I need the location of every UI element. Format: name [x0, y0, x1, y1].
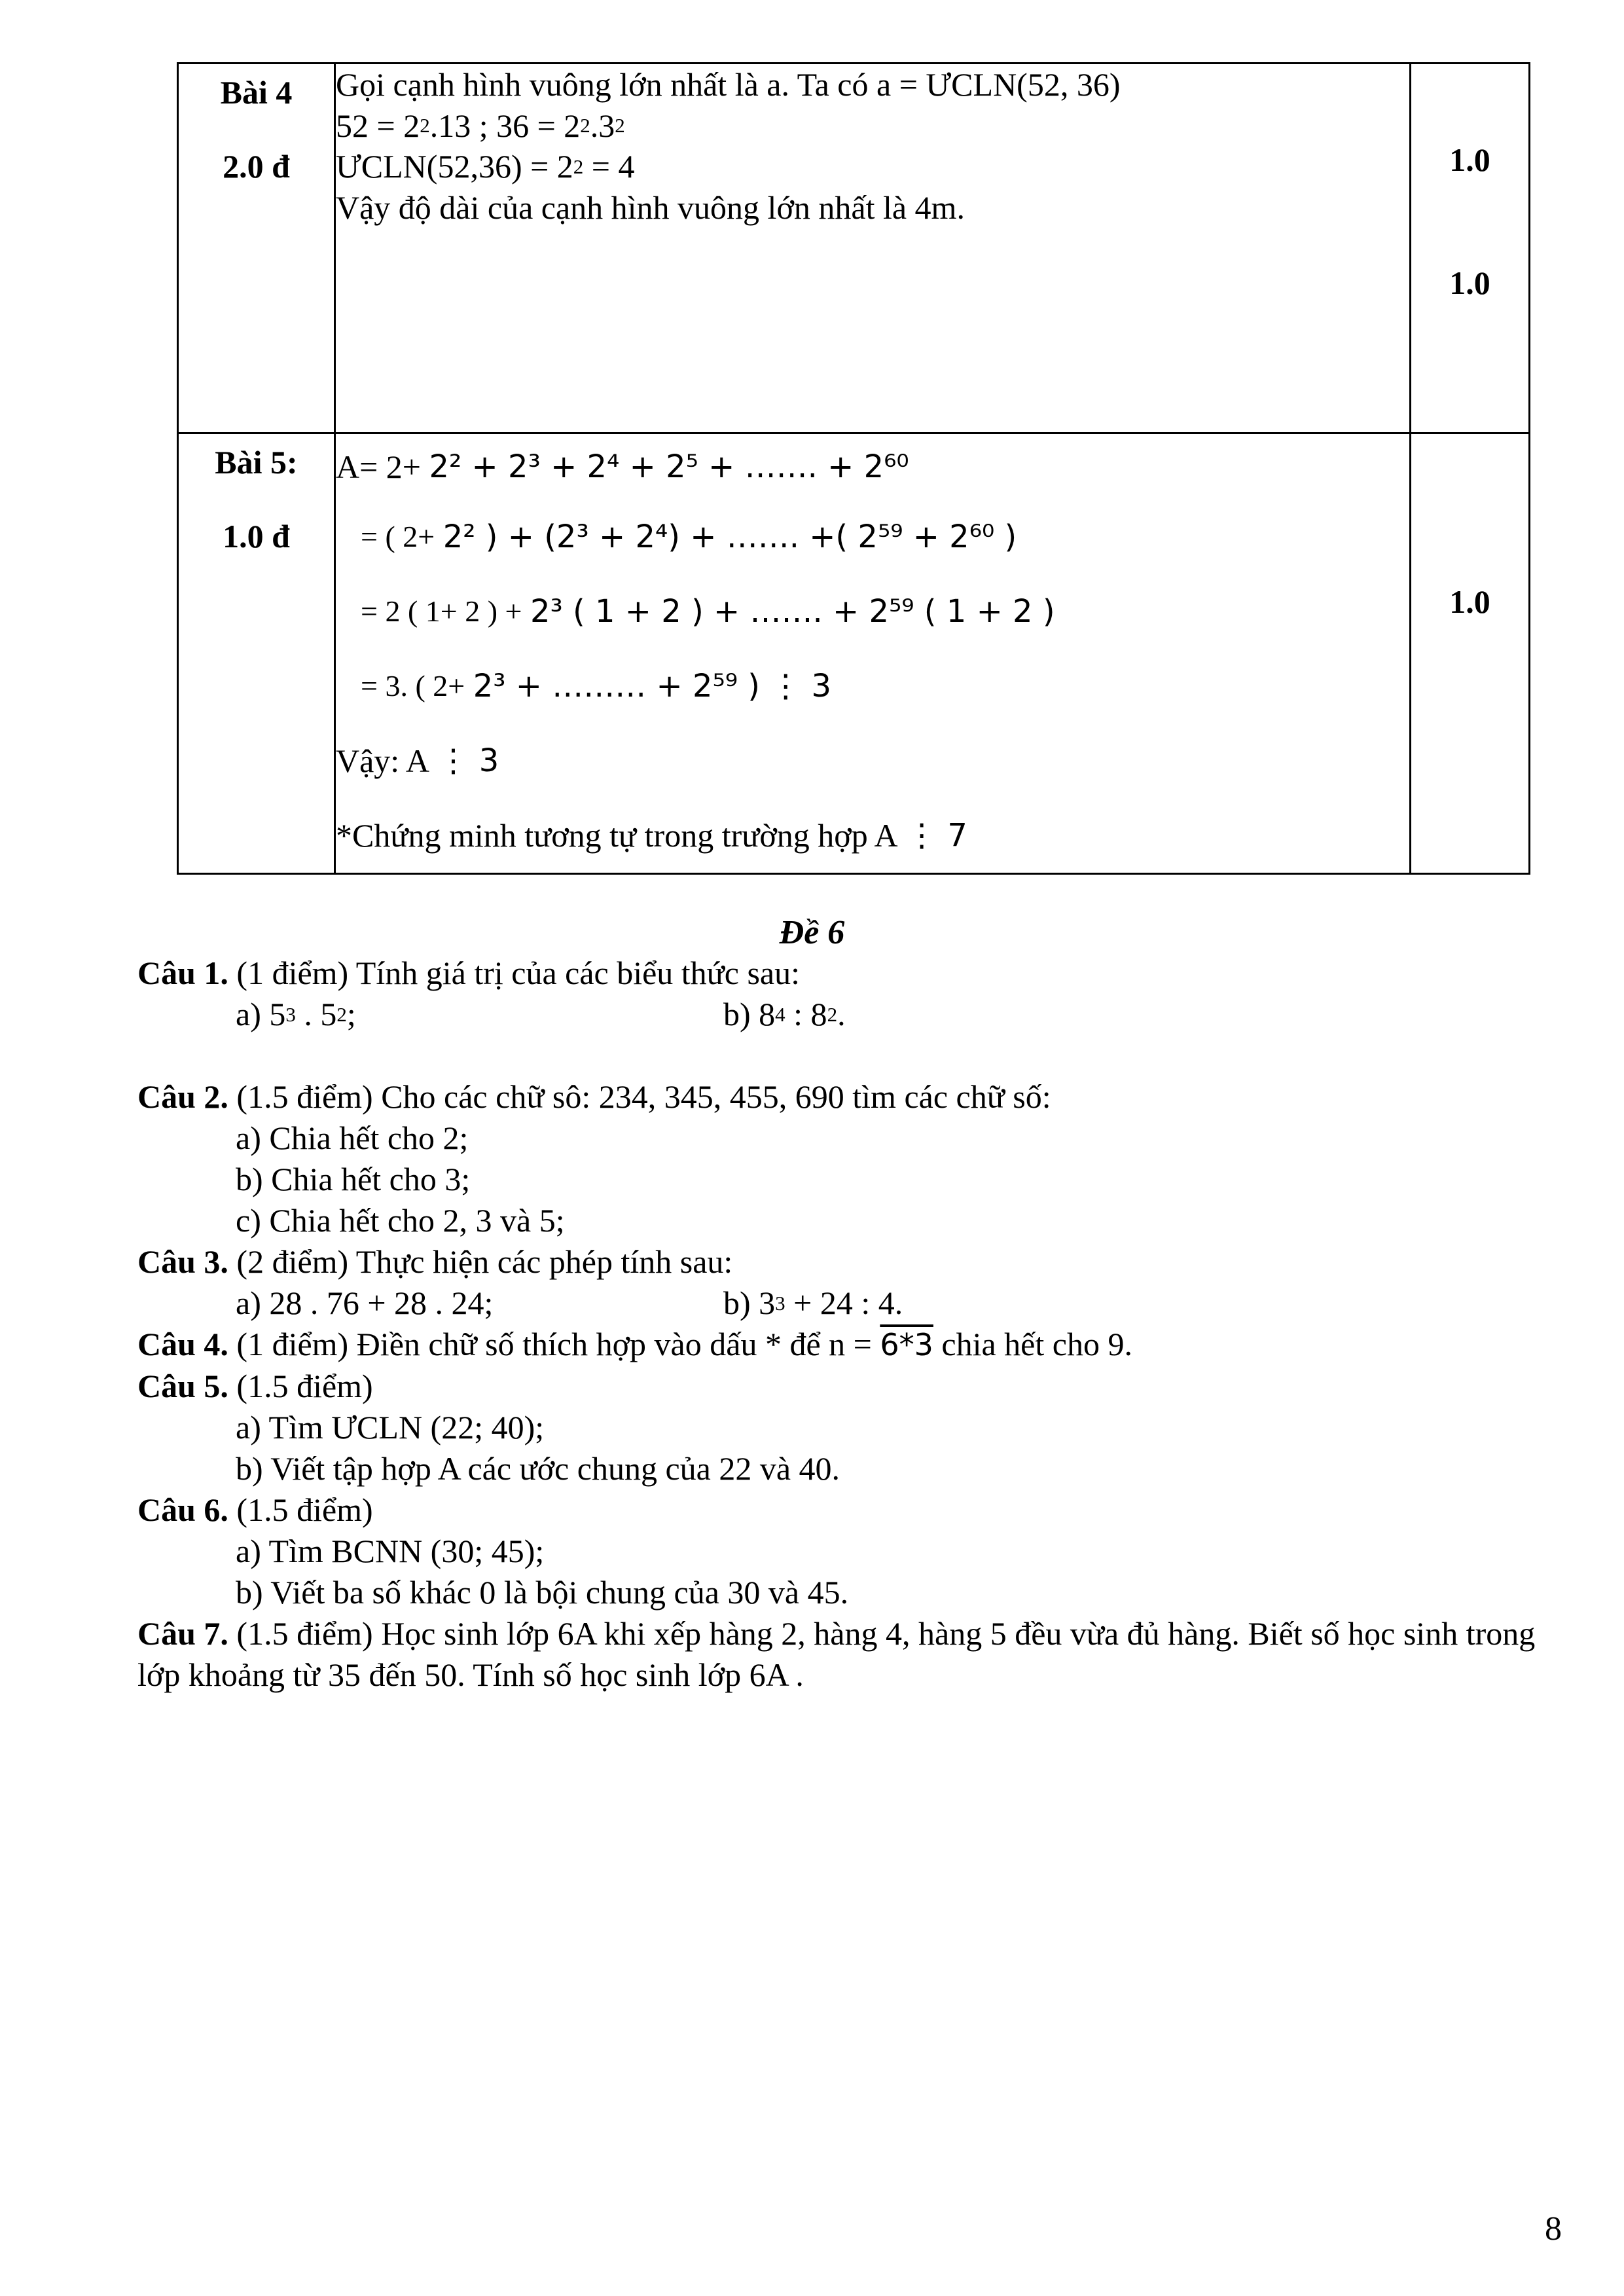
question-3-parts: a) 28 . 76 + 28 . 24; b) $3^3 + 24$ : 4. [236, 1285, 903, 1321]
bai4-label-cell [178, 64, 335, 433]
table-row [178, 433, 1530, 874]
bai4-score: 1.0 [1449, 141, 1490, 178]
bai4-line: ƯCLN(52,36) = $2^2 = 4$ [336, 148, 635, 185]
question-1: Câu 1. (1 điểm) Tính giá trị của các biểu thức sau: [137, 955, 801, 991]
question-7: Câu 7. (1.5 điểm) Học sinh lớp 6A khi xếp hàng 2, hàng 4, hàng 5 đều vừa đủ hàng. Biết số học sinh trong lớp khoảng từ 35 đến 50. Tính số học sinh lớp 6A . [137, 1615, 1536, 1693]
question-6: Câu 6. (1.5 điểm) [137, 1491, 373, 1528]
bai4-score-cell [1411, 64, 1530, 433]
question-1-parts: a) $5^3$ . $5^2$; b) $8^4$ : $8^2$. [236, 996, 846, 1032]
bai5-points: 1.0 đ [223, 517, 290, 555]
answer-table [177, 62, 1530, 875]
bai5-label-cell [178, 433, 335, 874]
question-5-part: b) Viết tập hợp A các ước chung của 22 và 40. [236, 1450, 840, 1487]
bai4-line: $52 = 2^2.13$ ; $36 = 2^2.3^2$ [336, 107, 625, 144]
bai4-solution [335, 64, 1411, 433]
question-4: Câu 4. (1 điểm) Điền chữ số thích hợp vào dấu * để n = 6*3 chia hết cho 9. [137, 1326, 1132, 1362]
question-list [137, 953, 1545, 1696]
bai5-score: 1.0 [1449, 583, 1490, 620]
bai5-line: = 2 ( 1+ 2 ) + 2³ ( 1 + 2 ) + ……. + 2⁵⁹ ( 1 + 2 ) [361, 593, 1055, 630]
question-2-part: c) Chia hết cho 2, 3 và 5; [236, 1202, 565, 1239]
question-3: Câu 3. (2 điểm) Thực hiện các phép tính sau: [137, 1243, 733, 1280]
bai4-label: Bài 4 [220, 74, 293, 111]
bai5-label: Bài 5: [215, 444, 298, 481]
question-6-part: a) Tìm BCNN (30; 45); [236, 1533, 545, 1569]
bai5-line: = 3. ( 2+ 2³ + ……… + 2⁵⁹ ) ⋮ 3 [361, 668, 832, 704]
page-number: 8 [1545, 2210, 1562, 2248]
bai5-score-cell [1411, 433, 1530, 874]
question-6-part: b) Viết ba số khác 0 là bội chung của 30 và 45. [236, 1574, 849, 1611]
bai4-line: Vậy độ dài của cạnh hình vuông lớn nhất là 4m. [336, 189, 965, 226]
question-5: Câu 5. (1.5 điểm) [137, 1368, 373, 1404]
bai4-points: 2.0 đ [223, 147, 290, 185]
table-row [178, 64, 1530, 433]
exam-title: Đề 6 [779, 914, 845, 951]
bai5-line: A= 2+ 2² + 2³ + 2⁴ + 2⁵ + ……. + 2⁶⁰ [336, 448, 909, 485]
bai5-line: = ( 2+ 2² ) + (2³ + 2⁴) + ……. +( 2⁵⁹ + 2⁶⁰ ) [361, 519, 1017, 555]
bai5-line: *Chứng minh tương tự trong trường hợp A ⋮ 7 [336, 816, 967, 854]
question-5-part: a) Tìm ƯCLN (22; 40); [236, 1409, 545, 1446]
bai5-solution [335, 433, 1411, 874]
question-2-part: a) Chia hết cho 2; [236, 1120, 469, 1156]
question-2-part: b) Chia hết cho 3; [236, 1161, 471, 1197]
bai5-line: Vậy: A ⋮ 3 [336, 742, 499, 779]
bai4-score: 1.0 [1449, 264, 1490, 301]
question-2: Câu 2. (1.5 điểm) Cho các chữ sô: 234, 345, 455, 690 tìm các chữ số: [137, 1078, 1051, 1115]
bai4-line: Gọi cạnh hình vuông lớn nhất là a. Ta có a = ƯCLN(52, 36) [336, 66, 1121, 103]
